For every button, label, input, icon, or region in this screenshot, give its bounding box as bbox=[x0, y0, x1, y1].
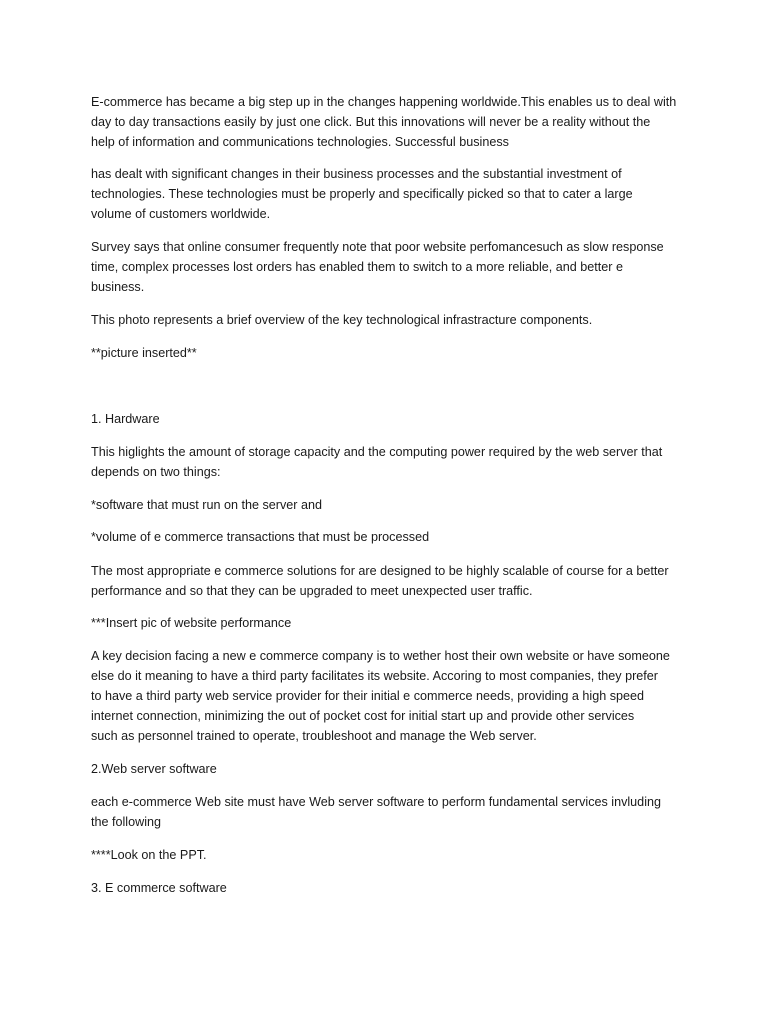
heading-hardware: 1. Hardware bbox=[91, 412, 160, 426]
paragraph-business-changes: has dealt with significant changes in their business processes and the substantial investment of technologies. These technologies must be properly and specifically picked so that to cater a large volume of customers worldwide. bbox=[91, 167, 633, 221]
paragraph-photo-overview: This photo represents a brief overview of the key technological infrastracture components. bbox=[91, 313, 593, 327]
heading-ecommerce-software: 3. E commerce software bbox=[91, 881, 227, 895]
paragraph-hosting-decision: A key decision facing a new e commerce company is to wether host their own website or have someone else do it meaning to have a third party facilitates its website. Accoring to most companies, they prefer to have a third party web service provider for their initial e commerce needs, providing a high speed internet connection, minimizing the out of pocket cost for initial start up and provide other services such as personnel trained to operate, troubleshoot and manage the Web server. bbox=[91, 649, 670, 743]
paragraph-ppt-note: ****Look on the PPT. bbox=[91, 848, 207, 862]
list-item-volume: *volume of e commerce transactions that must be processed bbox=[91, 530, 430, 544]
list-item-software: *software that must run on the server and bbox=[91, 498, 323, 512]
paragraph-insert-pic-note: ***Insert pic of website performance bbox=[91, 616, 292, 630]
paragraph-web-server-services: each e-commerce Web site must have Web server software to perform fundamental services invluding the following bbox=[91, 795, 661, 829]
heading-web-server-software: 2.Web server software bbox=[91, 762, 217, 776]
paragraph-picture-placeholder: **picture inserted** bbox=[91, 346, 197, 360]
paragraph-survey: Survey says that online consumer frequently note that poor website perfomancesuch as slow response time, complex processes lost orders has enabled them to switch to a more reliable, and better e business. bbox=[91, 240, 664, 294]
paragraph-hardware-intro: This higlights the amount of storage capacity and the computing power required by the web server that depends on two things: bbox=[91, 445, 663, 479]
paragraph-scalable-solutions: The most appropriate e commerce solutions for are designed to be highly scalable of course for a better performance and so that they can be upgraded to meet unexpected user traffic. bbox=[91, 564, 669, 598]
paragraph-intro: E-commerce has became a big step up in the changes happening worldwide.This enables us to deal with day to day transactions easily by just one click. But this innovations will never be a reality without the help of information and communications technologies. Successful business bbox=[91, 95, 677, 149]
